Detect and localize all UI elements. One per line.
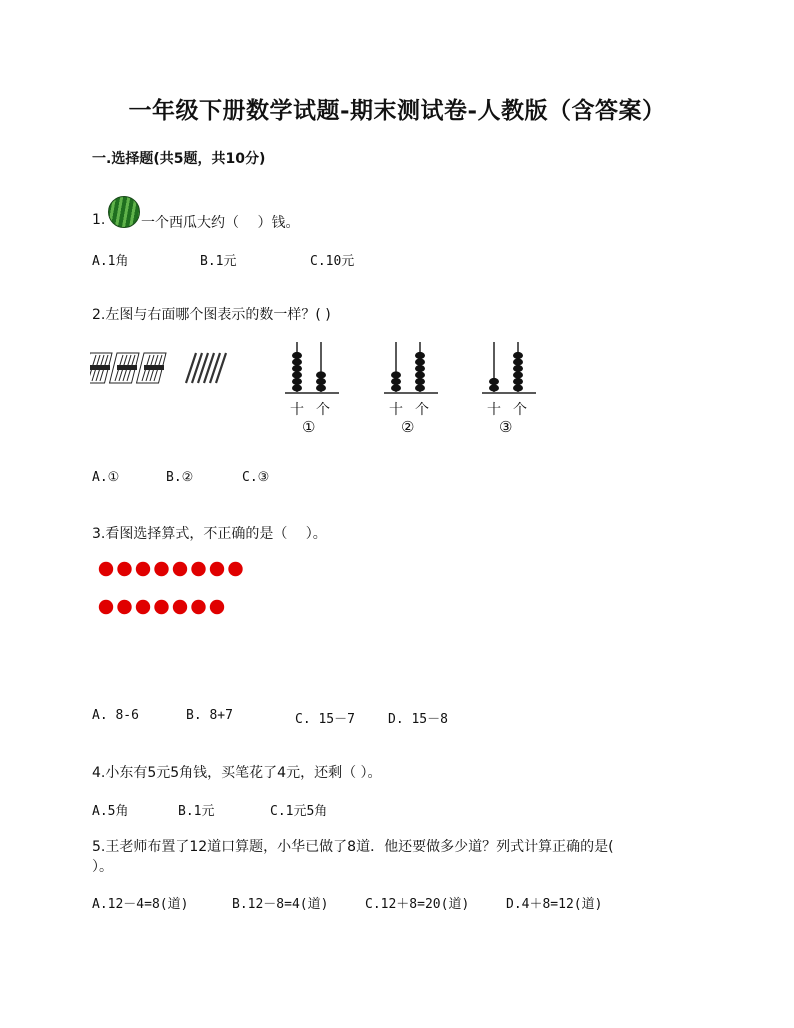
q4-option-c[interactable]: C.1元5角	[270, 804, 328, 819]
abacus-bead	[316, 384, 326, 391]
q1-option-c[interactable]: C.10元	[310, 254, 355, 269]
abacus-bead	[415, 365, 425, 372]
abacus-bead	[513, 358, 523, 365]
red-dot	[99, 562, 113, 576]
abacus-bead	[292, 384, 302, 391]
abacus-bead	[513, 371, 523, 378]
tens-label-2: 十	[389, 402, 403, 418]
abacus-bead	[415, 358, 425, 365]
abacus-bead	[292, 365, 302, 372]
red-dot	[173, 600, 187, 614]
question-5-text-line2: ）。	[92, 859, 113, 875]
abacus-bead	[316, 371, 326, 378]
red-dot	[117, 562, 131, 576]
q4-option-b[interactable]: B.1元	[178, 804, 215, 819]
dots-row-2	[98, 599, 258, 615]
abacus-bead	[292, 358, 302, 365]
abacus-bead	[489, 378, 499, 385]
abacus-bead	[391, 384, 401, 391]
ones-label-3: 个	[513, 402, 527, 418]
question-4-text: 4.小东有5元5角钱，买笔花了4元，还剩（ ）。	[92, 765, 382, 781]
red-dot	[191, 562, 205, 576]
abacus-bead	[391, 371, 401, 378]
dots-row-1	[98, 561, 258, 577]
abacus-bead	[513, 352, 523, 359]
q2-option-c[interactable]: C.③	[242, 470, 270, 485]
red-dot	[136, 562, 150, 576]
red-dot	[117, 600, 131, 614]
abacus-1	[283, 340, 343, 396]
stick-bundle	[90, 353, 112, 383]
sticks-figure	[90, 345, 235, 390]
abacus-bead	[415, 378, 425, 385]
ones-label-1: 个	[316, 402, 330, 418]
stick-bundle	[110, 353, 139, 383]
abacus-bead	[513, 384, 523, 391]
red-dot	[210, 600, 224, 614]
abacus-bead	[292, 371, 302, 378]
abacus-3	[480, 340, 540, 396]
abacus-2-label: ②	[401, 418, 415, 436]
abacus-bead	[292, 378, 302, 385]
abacus-2	[382, 340, 442, 396]
watermelon-icon	[108, 196, 140, 228]
abacus-bead	[391, 378, 401, 385]
question-3-text: 3.看图选择算式，不正确的是（ ）。	[92, 526, 327, 542]
loose-sticks	[186, 353, 226, 383]
q4-option-a[interactable]: A.5角	[92, 804, 129, 819]
abacus-bead	[415, 384, 425, 391]
abacus-bead	[513, 365, 523, 372]
red-dot	[173, 562, 187, 576]
red-dot	[154, 600, 168, 614]
question-1-text: 一个西瓜大约（ ）钱。	[141, 215, 300, 231]
ones-label-2: 个	[415, 402, 429, 418]
red-dot	[154, 562, 168, 576]
abacus-bead	[513, 378, 523, 385]
red-dot	[136, 600, 150, 614]
abacus-1-label: ①	[302, 418, 316, 436]
question-2-text: 2.左图与右面哪个图表示的数一样？( )	[92, 307, 331, 323]
q3-option-c[interactable]: C. 15－7	[295, 712, 355, 727]
abacus-3-label: ③	[499, 418, 513, 436]
q2-option-a[interactable]: A.①	[92, 470, 120, 485]
abacus-bead	[489, 384, 499, 391]
abacus-bead	[415, 371, 425, 378]
q3-option-b[interactable]: B. 8+7	[186, 708, 233, 723]
tens-label-3: 十	[487, 402, 501, 418]
red-dot	[99, 600, 113, 614]
abacus-bead	[292, 352, 302, 359]
red-dot	[228, 562, 242, 576]
abacus-bead	[316, 378, 326, 385]
q5-option-b[interactable]: B.12－8=4(道)	[232, 897, 329, 912]
question-5-text-line1: 5.王老师布置了12道口算题，小华已做了8道．他还要做多少道？列式计算正确的是(	[92, 839, 614, 855]
section-heading: 一.选择题(共5题，共10分)	[92, 151, 266, 167]
q5-option-c[interactable]: C.12＋8=20(道)	[365, 897, 470, 912]
q3-option-a[interactable]: A. 8-6	[92, 708, 139, 723]
q5-option-a[interactable]: A.12－4=8(道)	[92, 897, 189, 912]
q1-option-a[interactable]: A.1角	[92, 254, 129, 269]
abacus-bead	[415, 352, 425, 359]
stick-bundle	[137, 353, 166, 383]
q2-option-b[interactable]: B.②	[166, 470, 194, 485]
q5-option-d[interactable]: D.4＋8=12(道)	[506, 897, 603, 912]
page-title: 一年级下册数学试题-期末测试卷-人教版（含答案）	[128, 97, 666, 124]
q3-option-d[interactable]: D. 15－8	[388, 712, 448, 727]
red-dot	[210, 562, 224, 576]
red-dot	[191, 600, 205, 614]
q1-option-b[interactable]: B.1元	[200, 254, 237, 269]
question-1-number: 1.	[92, 212, 106, 228]
tens-label-1: 十	[290, 402, 304, 418]
